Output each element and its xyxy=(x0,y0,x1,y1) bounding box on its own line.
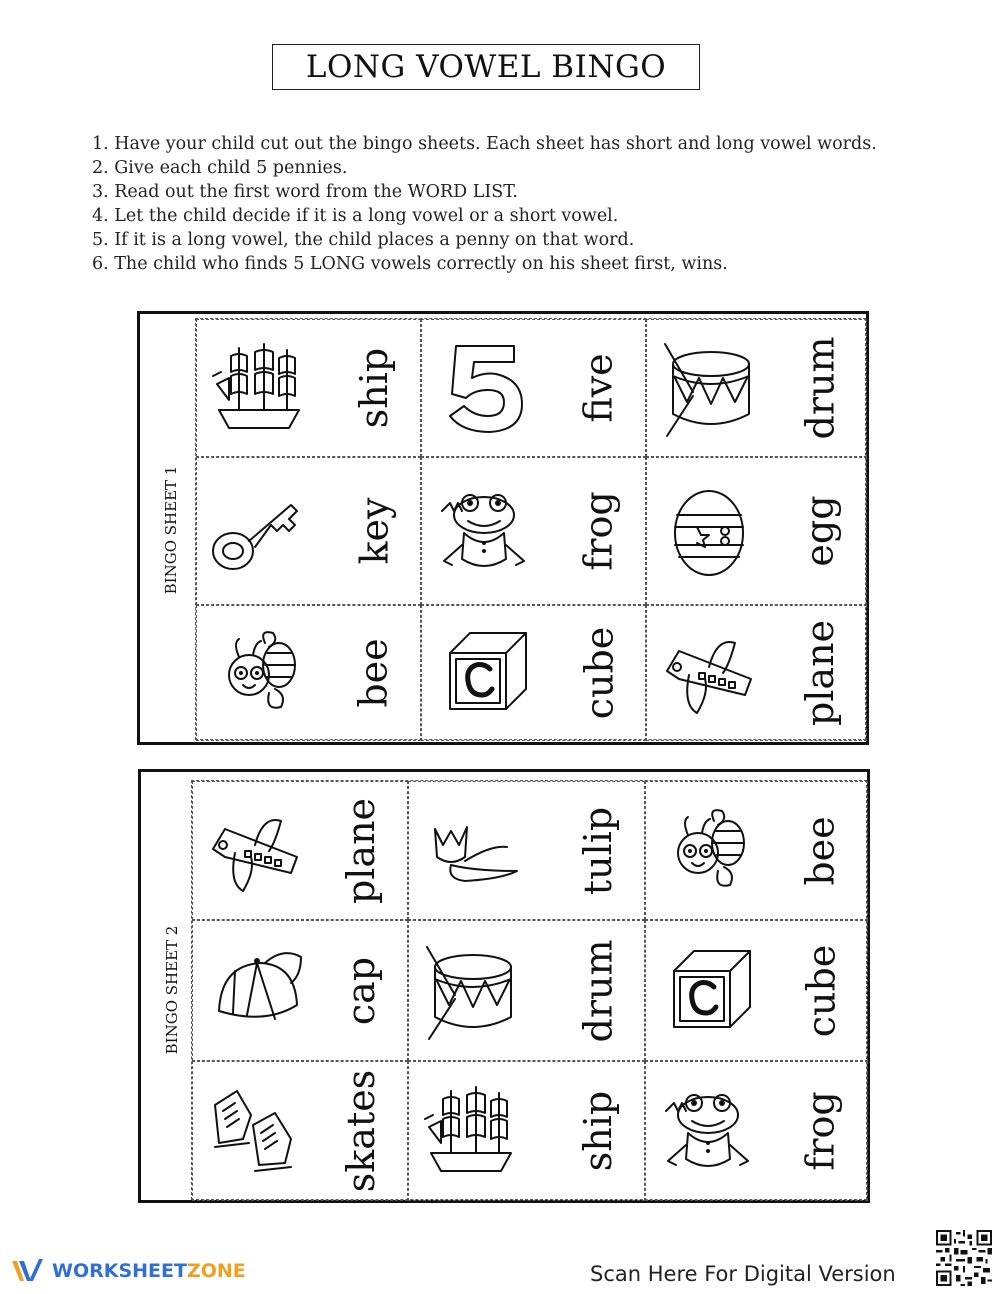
bingo-word xyxy=(797,781,845,920)
page-title-text: LONG VOWEL BINGO xyxy=(305,49,667,85)
bingo-word-text: cube xyxy=(799,944,844,1037)
bingo-cell-frog xyxy=(645,1061,868,1201)
bingo-word xyxy=(797,1061,845,1201)
page-title xyxy=(272,44,700,90)
bingo-word xyxy=(350,457,398,605)
ship-icon xyxy=(421,1081,521,1181)
bingo-cell-plane xyxy=(192,781,408,920)
bingo-cell-ship xyxy=(408,1061,645,1201)
bingo-word xyxy=(796,605,844,741)
bingo-cell-drum xyxy=(646,319,867,457)
skates-icon xyxy=(205,1081,305,1181)
number-five-icon xyxy=(434,338,534,438)
bingo-cell-tulip xyxy=(408,781,645,920)
drum-icon xyxy=(421,941,521,1041)
bingo-word xyxy=(337,781,385,920)
bingo-cell-five xyxy=(421,319,646,457)
bingo-word-text: bee xyxy=(799,815,843,886)
instruction-item: 4. Let the child decide if it is a long vowel or a short vowel. xyxy=(92,206,619,226)
bingo-word-text: frog xyxy=(577,491,621,571)
bingo-cell-frog xyxy=(421,457,646,605)
bingo-word xyxy=(575,457,623,605)
cube-icon xyxy=(434,623,534,723)
cube-icon xyxy=(658,941,758,1041)
drum-icon xyxy=(659,338,759,438)
bingo-cell-skates xyxy=(192,1061,408,1201)
bingo-word-text: drum xyxy=(798,336,842,440)
instruction-item: 3. Read out the first word from the WORD LIST. xyxy=(92,182,518,202)
bingo-word-text: drum xyxy=(576,939,620,1042)
egg-icon xyxy=(659,481,759,581)
bingo-word xyxy=(574,1061,622,1201)
instruction-item: 5. If it is a long vowel, the child places a penny on that word. xyxy=(92,230,635,250)
bingo-cell-plane xyxy=(646,605,867,741)
plane-icon xyxy=(205,801,305,901)
frog-icon xyxy=(658,1081,758,1181)
sheet-label: BINGO SHEET 1 xyxy=(162,465,180,595)
bingo-cell-drum xyxy=(408,920,645,1061)
scan-text: Scan Here For Digital Version xyxy=(590,1262,896,1286)
bingo-word xyxy=(350,319,398,457)
logo-text: WORKSHEETZONE xyxy=(52,1260,246,1282)
plane-icon xyxy=(659,623,759,723)
bingo-word-text: tulip xyxy=(576,806,621,895)
bingo-word xyxy=(337,1061,385,1201)
bingo-word-text: key xyxy=(352,497,397,565)
bingo-word-text: cap xyxy=(339,956,384,1025)
bingo-word-text: bee xyxy=(352,638,396,708)
frog-icon xyxy=(434,481,534,581)
bingo-cell-bee xyxy=(645,781,868,920)
bingo-word xyxy=(796,319,844,457)
bingo-word xyxy=(574,781,622,920)
bingo-cell-ship xyxy=(196,319,421,457)
bingo-grid xyxy=(195,318,866,740)
bingo-word-text: frog xyxy=(799,1091,843,1171)
bingo-cell-cap xyxy=(192,920,408,1061)
instructions-list xyxy=(92,132,877,276)
sheet-label: BINGO SHEET 2 xyxy=(163,925,181,1055)
qr-code-icon[interactable] xyxy=(936,1230,992,1286)
bingo-word-text: plane xyxy=(339,797,384,904)
bingo-cell-egg xyxy=(646,457,867,605)
ship-icon xyxy=(209,338,309,438)
bingo-grid xyxy=(191,780,867,1200)
bingo-word xyxy=(350,605,398,741)
logo-icon xyxy=(10,1257,46,1285)
bingo-word xyxy=(574,920,622,1061)
bingo-word-text: ship xyxy=(576,1090,621,1172)
bee-icon xyxy=(658,801,758,901)
instruction-item: 2. Give each child 5 pennies. xyxy=(92,158,348,178)
bingo-sheet-2 xyxy=(138,769,870,1203)
bingo-word-text: ship xyxy=(352,347,397,429)
worksheetzone-logo[interactable] xyxy=(10,1257,246,1285)
bingo-sheet-1 xyxy=(137,311,869,745)
cap-icon xyxy=(205,941,305,1041)
bingo-word-text: cube xyxy=(577,626,622,720)
bingo-word xyxy=(337,920,385,1061)
tulip-icon xyxy=(421,801,521,901)
bingo-word-text: skates xyxy=(339,1069,384,1193)
bingo-word xyxy=(797,920,845,1061)
bingo-word-text: egg xyxy=(798,495,843,567)
bee-icon xyxy=(209,623,309,723)
bingo-word xyxy=(575,319,623,457)
bingo-word-text: five xyxy=(577,353,621,423)
bingo-word xyxy=(575,605,623,741)
bingo-word xyxy=(796,457,844,605)
bingo-word-text: plane xyxy=(798,619,843,727)
bingo-cell-cube xyxy=(645,920,868,1061)
bingo-cell-bee xyxy=(196,605,421,741)
instruction-item: 6. The child who finds 5 LONG vowels correctly on his sheet first, wins. xyxy=(92,254,728,274)
instruction-item: 1. Have your child cut out the bingo sheets. Each sheet has short and long vowel words. xyxy=(92,134,877,154)
bingo-cell-cube xyxy=(421,605,646,741)
key-icon xyxy=(209,481,309,581)
bingo-cell-key xyxy=(196,457,421,605)
